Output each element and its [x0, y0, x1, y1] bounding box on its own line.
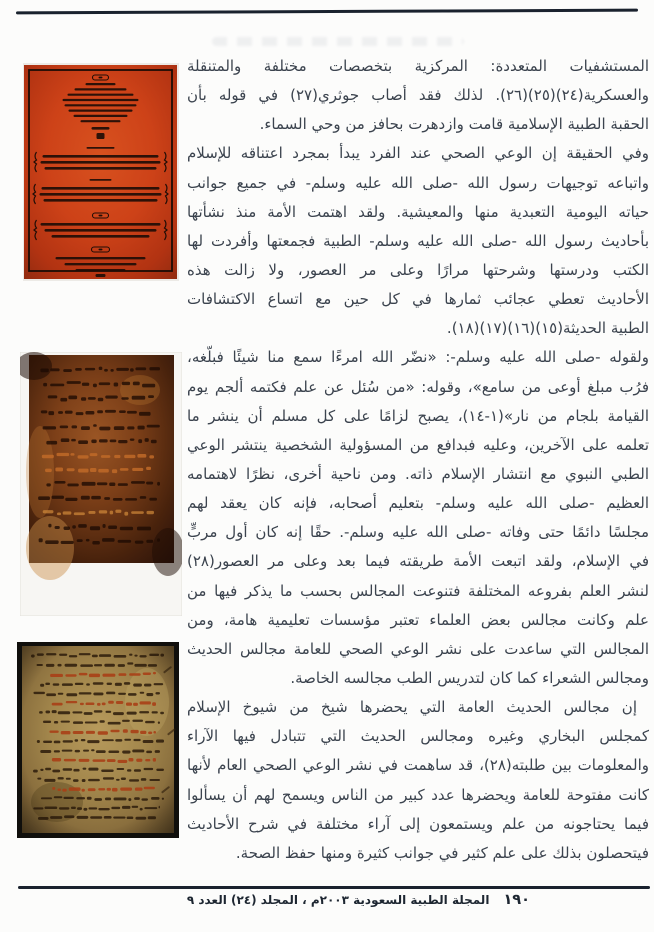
footer [187, 892, 530, 908]
body-paragraph [187, 693, 649, 868]
body-paragraph [187, 139, 649, 343]
body-line: فيما يحتاجونه من علم ويستمعون إلى آراء مختلفة في شرح الأحاديث [187, 814, 649, 833]
body-line: تعلمه على الآخرين، وعليه فبدافع من المسؤولية الشخصية ينتشر الوعي [187, 435, 649, 454]
body-line: وفي الحقيقة إن الوعي الصحي عند الفرد يبدأ بمجرد اعتناقه للإسلام [187, 144, 649, 163]
body-line: بأحاديث رسول الله -صلى الله عليه وسلم- الطبية فجمعتها وأفردت لها [187, 231, 649, 250]
body-line: الطبي النبوي مع انتشار الإسلام ذاته. ومن ناحية أخرى، نظرًا لاهتمامه [187, 464, 649, 483]
body-line: في الإسلام، ولقد اتبعت الأمة طريقته فيما بعد وعلى مر العصور(٢٨) [187, 552, 649, 571]
body-line: لنشر العلم بفروعه المختلفة فتنوعت المجالس بحسب ما يذكر فيها من [187, 581, 649, 600]
bleed-through-ghost-text [212, 37, 464, 46]
figure-annotated-manuscript-page [17, 642, 179, 838]
body-line: المستشفيات المتعددة: المركزية بتخصصات مختلفة والمتنقلة [187, 57, 649, 75]
body-line: فرُب مبلغ أوعى من سامع»، وقوله: «من سُئل عن علم فكتمه ألجم يوم [187, 377, 649, 396]
body-line: الكتب ودرستها وشرحتها مرارًا وعلى مر العصور، ولا زالت هذه [187, 260, 649, 279]
body-line: واتباعه توجيهات رسول الله -صلى الله عليه وسلم- في جميع جوانب [187, 173, 649, 192]
body-line: ولقوله -صلى الله عليه وسلم-: «نضّر الله امرءًا سمع منا شيئًا فبلّغه، [187, 348, 649, 367]
body-line: إن مجالس الحديث العامة التي يحضرها شيخ من شيوخ الإسلام [187, 698, 637, 717]
body-paragraph [187, 343, 649, 693]
body-line: المجالس التي ساعدت على نشر الوعي الصحي للعامة مجالس الحديث [187, 639, 649, 658]
body-line: والعسكرية(٢٤)(٢٥)(٢٦). لذلك فقد أصاب جوثري(٢٧) في قوله بأن [187, 86, 649, 105]
body-line: كمجلس البخاري وغيره ومجالس الحديث التي تتبادل فيها الآراء [187, 727, 649, 746]
article-text [187, 52, 649, 868]
body-line: والمعلومات بين طلبته(٢٨)، قد ساهمت في نشر الوعي الصحي العام لأنها [187, 756, 649, 775]
top-rule [16, 9, 638, 15]
body-line: علم وكانت مجالس بعض العلماء تعتبر مؤسسات تعليمية هامة، ومن [187, 610, 649, 629]
footer-rule [18, 886, 650, 889]
body-line: العظيم -صلى الله عليه وسلم- بتعليم أصحابه، فإنه كان يعقد لهم [187, 494, 649, 513]
body-line: فيتحصلون بذلك على علم كثير في جوانب كثيرة ومنها حفظ الصحة. [235, 843, 649, 862]
body-line: الأحاديث تعطي عجائب ثمارها في كل حين مع اتساع الاكتشافات [187, 290, 649, 309]
body-line: الطبية الحديثة(١٥)(١٦)(١٧)(١٨). [446, 319, 649, 338]
body-line: كانت مفتوحة للعامة ويحضرها عدد كبير من الناس ويسمح لهم أن يسألوا [187, 785, 649, 804]
body-paragraph [187, 52, 649, 139]
journal-line: المجلة الطبية السعودية ٢٠٠٣م ، المجلد (٢٤) العدد ٩ [186, 893, 490, 907]
body-line: مجلسًا دائمًا حتى وفاته -صلى الله عليه وسلم-. حقًا إنه كان أول مربٍّ [187, 523, 649, 542]
body-line: الحقبة الطبية الإسلامية قامت وازدهرت بحافز من وحي السماء. [259, 115, 649, 134]
figure-dark-manuscript-page [20, 352, 182, 616]
body-line: القيامة بلجام من نار»(١-١٤)، يصبح لزامًا على كل مسلم أن ينشر ما [187, 406, 649, 425]
figure-printed-title-page [23, 63, 179, 281]
body-line: ومجالس الشعراء كما كان لتدريس الطب مجالسه الخاصة. [290, 668, 649, 687]
page-number: ١٩٠ [503, 892, 530, 908]
body-line: حياته اليومية التعبدية منها والمعيشية. ولقد اهتمت الأمة منذ نشأتها [187, 202, 649, 221]
